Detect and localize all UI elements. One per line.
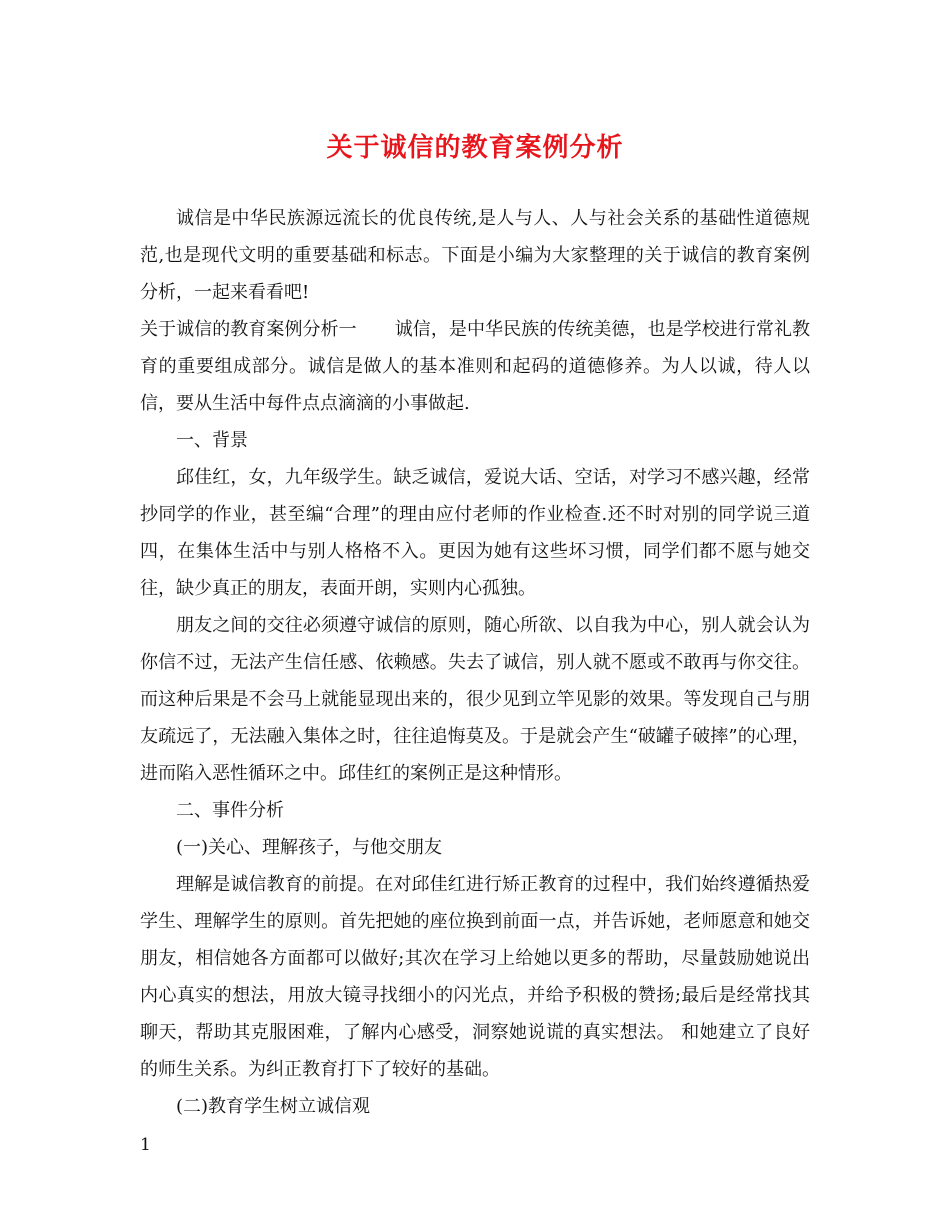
subsection-heading-1: (一)关心、理解孩子，与他交朋友 <box>176 837 443 858</box>
document-title: 关于诚信的教育案例分析 <box>326 133 624 163</box>
case-intro-text: 诚信，是中华民族的传统美德，也是学校进行常礼教育的重要组成部分。诚信是做人的基本准则和起码的道德修养。为人以诚，待人以信，要从生活中每件点点滴滴的小事做起. <box>140 319 810 414</box>
intro-paragraph: 诚信是中华民族源远流长的优良传统,是人与人、人与社会关系的基础性道德规范,也是现代文明的重要基础和标志。下面是小编为大家整理的关于诚信的教育案例分析，一起来看看吧! <box>140 208 810 303</box>
case-paragraph <box>140 311 810 422</box>
background-paragraph-1: 邱佳红，女，九年级学生。缺乏诚信，爱说大话、空话，对学习不感兴趣，经常抄同学的作业，甚至编“合理”的理由应付老师的作业检查.还不时对别的同学说三道四，在集体生活中与别人格格不入。更因为她有这些坏习惯，同学们都不愿与她交往，缺少真正的朋友，表面开朗，实则内心孤独。 <box>140 467 810 599</box>
page-number: 1 <box>140 1135 151 1155</box>
section-heading-analysis: 二、事件分析 <box>176 800 284 821</box>
section-heading-background: 一、背景 <box>176 430 248 451</box>
subsection-heading-2: (二)教育学生树立诚信观 <box>176 1096 371 1117</box>
document-body <box>140 200 810 1125</box>
subsection-paragraph-1: 理解是诚信教育的前提。在对邱佳红进行矫正教育的过程中，我们始终遵循热爱学生、理解学生的原则。首先把她的座位换到前面一点，并告诉她，老师愿意和她交朋友，相信她各方面都可以做好;其次在学习上给她以更多的帮助，尽量鼓励她说出内心真实的想法，用放大镜寻找细小的闪光点，并给予积极的赞扬;最后是经常找其聊天，帮助其克服困难，了解内心感受，洞察她说谎的真实想法。 和她建立了良好的师生关系。为纠正教育打下了较好的基础。 <box>140 874 810 1080</box>
background-paragraph-2: 朋友之间的交往必须遵守诚信的原则，随心所欲、以自我为中心，别人就会认为你信不过，无法产生信任感、依赖感。失去了诚信，别人就不愿或不敢再与你交往。而这种后果是不会马上就能显现出来的，很少见到立竿见影的效果。等发现自己与朋友疏远了，无法融入集体之时，往往追悔莫及。于是就会产生“破罐子破摔”的心理，进而陷入恶性循环之中。邱佳红的案例正是这种情形。 <box>140 615 810 784</box>
case-heading: 关于诚信的教育案例分析一 <box>140 319 357 340</box>
